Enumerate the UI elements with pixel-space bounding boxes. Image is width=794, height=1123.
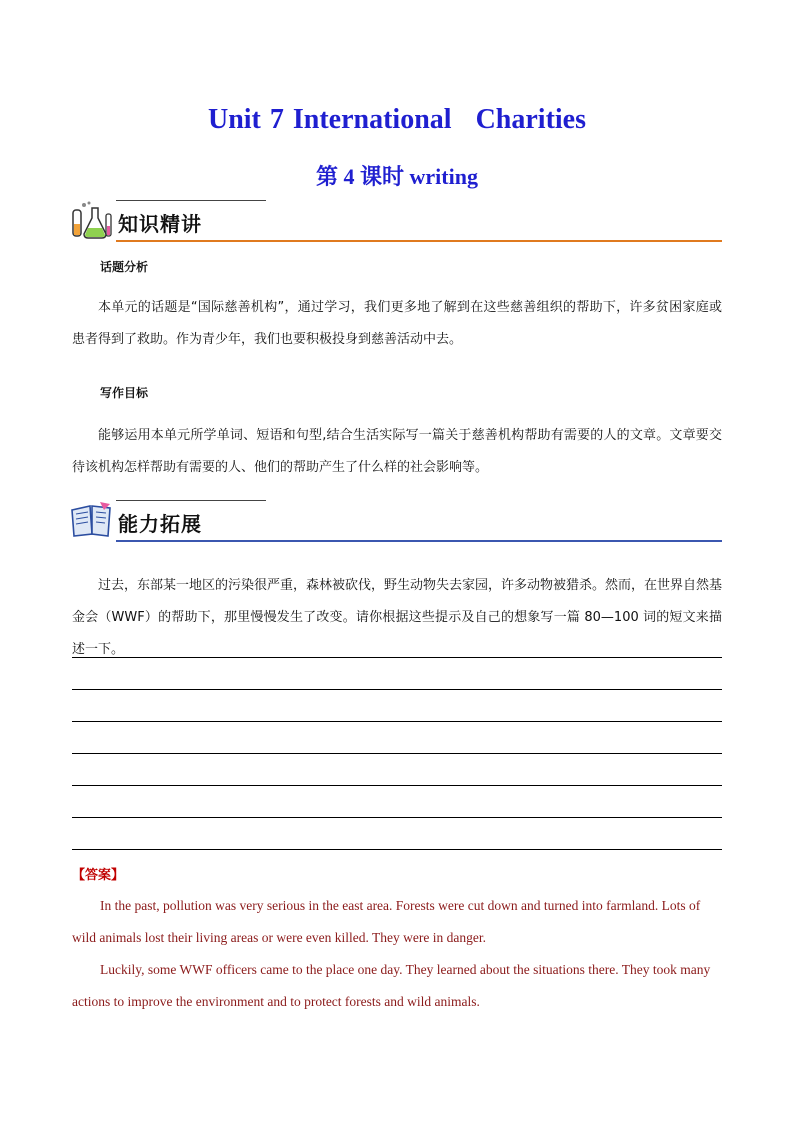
- page-subtitle: 第 4 课时 writing: [316, 164, 478, 189]
- title-part-2: Charities: [475, 104, 586, 135]
- topic-analysis-label: 话题分析: [100, 260, 149, 274]
- writing-line[interactable]: [72, 785, 722, 786]
- open-book-icon: [70, 500, 114, 540]
- section-extension-header: [70, 500, 722, 542]
- lab-flask-icon: [70, 200, 114, 240]
- writing-line[interactable]: [72, 657, 722, 658]
- writing-line[interactable]: [72, 689, 722, 690]
- writing-line[interactable]: [72, 753, 722, 754]
- page-title: [0, 104, 794, 136]
- writing-line[interactable]: [72, 849, 722, 850]
- section-extension-title: 能力拓展: [118, 512, 202, 536]
- answer-label: 【答案】: [72, 868, 125, 883]
- section-knowledge-title: 知识精讲: [118, 212, 202, 236]
- orange-divider: [116, 240, 722, 242]
- header-top-line: [116, 500, 266, 501]
- writing-goal-label: 写作目标: [100, 386, 149, 400]
- writing-goal-text: 能够运用本单元所学单词、短语和句型,结合生活实际写一篇关于慈善机构帮助有需要的人的文章。文章要交待该机构怎样帮助有需要的人、他们的帮助产生了什么样的社会影响等。: [72, 428, 722, 475]
- writing-line[interactable]: [72, 817, 722, 818]
- section-knowledge-header: [70, 200, 722, 242]
- answer-paragraph-1: In the past, pollution was very serious in the east area. Forests were cut down and turned into farmland. Lots of wild animals lost their living areas or were even killed. They were in danger.: [72, 898, 701, 945]
- header-top-line: [116, 200, 266, 201]
- answer-paragraph-2: Luckily, some WWF officers came to the place one day. They learned about the situations there. They took many actions to improve the environment and to protect forests and wild animals.: [72, 962, 711, 1009]
- writing-line[interactable]: [72, 721, 722, 722]
- blue-divider: [116, 540, 722, 542]
- writing-prompt: 过去，东部某一地区的污染很严重，森林被砍伐，野生动物失去家园，许多动物被猎杀。然而，在世界自然基金会（WWF）的帮助下，那里慢慢发生了改变。请你根据这些提示及自己的想象写一篇 80—100 词的短文来描述一下。: [72, 578, 723, 657]
- title-part-1: Unit 7 International: [207, 104, 452, 135]
- topic-analysis-text: 本单元的话题是“国际慈善机构”，通过学习，我们更多地了解到在这些慈善组织的帮助下，许多贫困家庭或患者得到了救助。作为青少年，我们也要积极投身到慈善活动中去。: [72, 300, 722, 347]
